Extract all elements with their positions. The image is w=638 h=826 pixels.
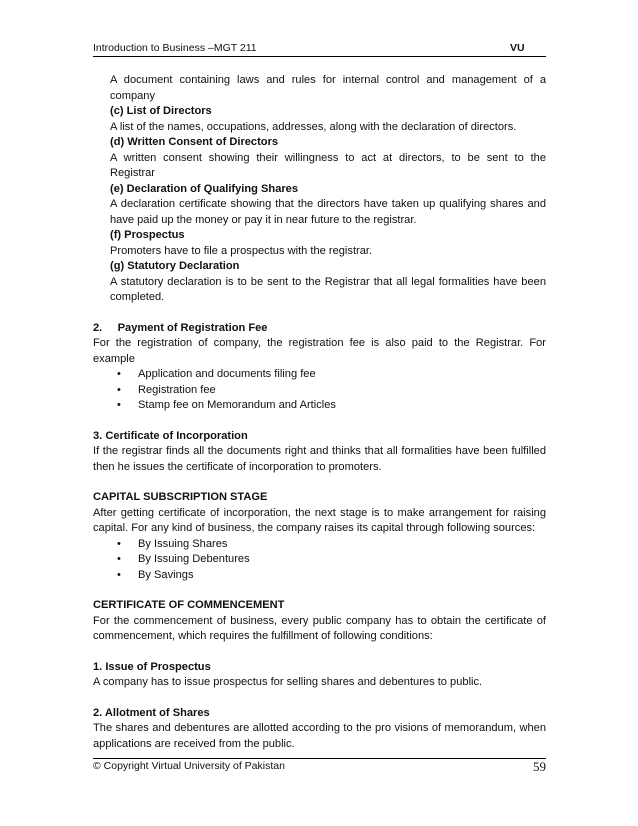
list-item: • Application and documents filing fee <box>93 367 546 383</box>
bullet-icon: • <box>117 568 121 581</box>
allotment-text-line1: The shares and debentures are allotted according to the pro visions of memorandum, when <box>93 722 546 734</box>
item-f-text: Promoters have to file a prospectus with the registrar. <box>110 244 373 257</box>
item-c-text: A list of the names, occupations, addresses, along with the declaration of directors. <box>110 120 517 133</box>
items-list <box>93 73 546 306</box>
bullet-icon: • <box>117 553 121 565</box>
allotment-text-line2: applications are received from the public. <box>93 737 295 750</box>
cert-text-line2: then he issues the certificate of incorporation to promoters. <box>93 460 382 473</box>
capital-text-line2: capital. For any kind of business, the company raises its capital through following sources: <box>93 522 536 534</box>
list-item: • Registration fee <box>93 383 546 399</box>
item-e-text-line1: A declaration certificate showing that the directors have taken up qualifying shares and <box>110 198 546 210</box>
footer-rule <box>93 758 546 759</box>
cert-heading: 3. Certificate of Incorporation <box>93 429 248 442</box>
capital-text-line1: After getting certificate of incorporation, the next stage is to make arrangement for raising <box>93 506 546 519</box>
item-d-heading: (d) Written Consent of Directors <box>110 136 279 148</box>
fee-text-line1: For the registration of company, the registration fee is also paid to the Registrar. For <box>93 337 546 349</box>
page-header <box>93 42 546 57</box>
fee-heading: 2. Payment of Registration Fee <box>93 321 268 334</box>
item-e-text-line2: have paid up the money or pay it in near future to the registrar. <box>110 213 417 226</box>
header-title: Introduction to Business –MGT 211 <box>93 42 257 54</box>
item-f-heading: (f) Prospectus <box>110 229 185 241</box>
commencement-text-line2: commencement, which requires the fulfillment of following conditions: <box>93 630 433 642</box>
item-g-text-line2: completed. <box>110 291 165 303</box>
bullet-icon: • <box>117 399 121 411</box>
item-b-text-line1: A document containing laws and rules for internal control and management of a <box>110 74 546 86</box>
commencement-heading: CERTIFICATE OF COMMENCEMENT <box>93 599 285 611</box>
item-d-text-line1: A written consent showing their willingness to act at directors, to be sent to the <box>110 151 546 164</box>
cert-text-line1: If the registrar finds all the documents right and thinks that all formalities have been fulfilled <box>93 445 546 457</box>
bullet-icon: • <box>117 537 121 550</box>
item-d-text-line2: Registrar <box>110 167 156 179</box>
bullet-icon: • <box>117 383 121 396</box>
item-c-heading: (c) List of Directors <box>110 105 212 117</box>
item-g-heading: (g) Statutory Declaration <box>110 260 240 272</box>
header-rule <box>93 56 546 57</box>
list-item: • By Issuing Shares <box>93 537 546 553</box>
capital-bullet-list <box>93 537 546 584</box>
prospectus-heading: 1. Issue of Prospectus <box>93 660 211 673</box>
list-item: • By Issuing Debentures <box>93 552 546 568</box>
list-item: • Stamp fee on Memorandum and Articles <box>93 398 546 414</box>
item-g-text-line1: A statutory declaration is to be sent to the Registrar that all legal formalities have been <box>110 275 546 288</box>
allotment-heading: 2. Allotment of Shares <box>93 706 210 719</box>
capital-heading: CAPITAL SUBSCRIPTION STAGE <box>93 491 268 503</box>
fee-bullet-list <box>93 367 546 414</box>
item-e-heading: (e) Declaration of Qualifying Shares <box>110 182 299 195</box>
page-number: 59 <box>533 759 546 774</box>
prospectus-text: A company has to issue prospectus for selling shares and debentures to public. <box>93 676 483 688</box>
copyright-text: © Copyright Virtual University of Pakistan <box>93 760 285 772</box>
header-vu: VU <box>510 42 525 54</box>
list-item: • By Savings <box>93 568 546 584</box>
bullet-icon: • <box>117 368 121 380</box>
document-body <box>93 73 546 752</box>
fee-text-line2: example <box>93 352 135 365</box>
commencement-text-line1: For the commencement of business, every public company has to obtain the certificate of <box>93 614 546 627</box>
item-b-text-line2: company <box>110 89 156 102</box>
